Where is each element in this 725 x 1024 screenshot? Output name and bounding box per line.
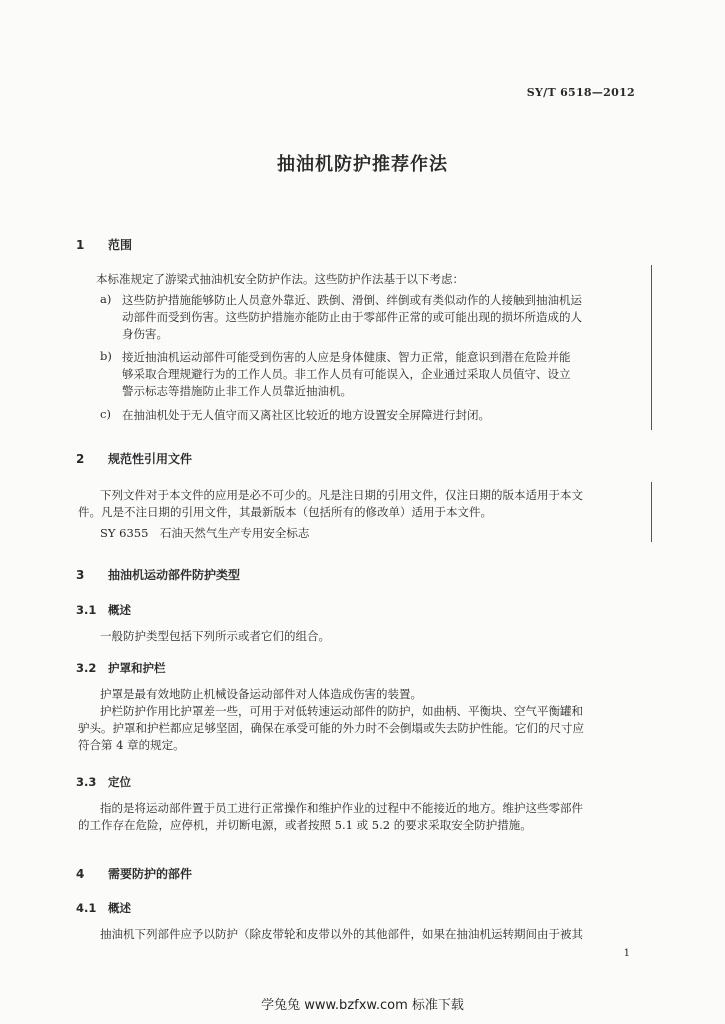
subsection-number: 3.1 <box>76 603 97 617</box>
section-title: 需要防护的部件 <box>108 867 193 881</box>
section-number: 3 <box>76 568 85 582</box>
subsection-number: 3.2 <box>76 661 97 675</box>
section-number: 4 <box>76 867 85 881</box>
section-3-heading <box>76 566 240 583</box>
section-title: 抽油机运动部件防护类型 <box>108 568 241 582</box>
document-title: 抽油机防护推荐作法 <box>277 154 448 175</box>
change-bar <box>651 265 652 430</box>
list-marker-b: b) <box>100 349 112 363</box>
list-marker-c: c) <box>100 407 111 421</box>
subsection-title: 定位 <box>108 775 131 789</box>
subsection-number: 4.1 <box>76 901 97 915</box>
list-marker-a: a) <box>100 292 112 306</box>
subsection-3-3-body: 指的是将运动部件置于员工进行正常操作和维护作业的过程中不能接近的地方。维护这些零部件 的工作存在危险，应停机，并切断电源，或者按照 5.1 或 5.2 的要求采取安全防护措施。 <box>78 801 583 832</box>
subsection-title: 概述 <box>108 901 131 915</box>
section-4-heading <box>76 865 192 882</box>
list-item-b: 接近抽油机运动部件可能受到伤害的人应是身体健康、智力正常，能意识到潜在危险并能 够采取合理规避行为的工作人员。非工作人员有可能误入，企业通过采取人员值守、设立 警示标志等措施防止非工作人员靠近抽油机。 <box>122 350 571 398</box>
subsection-3-1-body: 一般防护类型包括下列所示或者它们的组合。 <box>100 629 330 643</box>
section-2-body: 下列文件对于本文件的应用是必不可少的。凡是注日期的引用文件，仅注日期的版本适用于本文 件。凡是不注日期的引用文件，其最新版本（包括所有的修改单）适用于本文件。 <box>78 488 583 519</box>
subsection-3-1-heading <box>76 602 131 618</box>
section-2-heading <box>76 450 192 467</box>
standard-code: SY/T 6518—2012 <box>526 86 635 99</box>
change-bar <box>651 482 652 542</box>
subsection-title: 概述 <box>108 603 131 617</box>
subsection-title: 护罩和护栏 <box>108 661 166 675</box>
subsection-3-3-heading <box>76 774 131 790</box>
section-number: 2 <box>76 452 85 466</box>
section-title: 范围 <box>108 238 133 252</box>
reference-entry: SY 6355 石油天然气生产专用安全标志 <box>100 526 310 540</box>
section-title: 规范性引用文件 <box>108 452 193 466</box>
subsection-4-1-body: 抽油机下列部件应予以防护（除皮带轮和皮带以外的其他部件，如果在抽油机运转期间由于被其 <box>100 927 583 941</box>
section-number: 1 <box>76 238 85 252</box>
subsection-4-1-heading <box>76 900 131 916</box>
footer-watermark: 学兔兔 www.bzfxw.com 标准下载 <box>261 998 464 1013</box>
page-number: 1 <box>623 948 630 959</box>
list-item-a: 这些防护措施能够防止人员意外靠近、跌倒、滑倒、绊倒或有类似动作的人接触到抽油机运 动部件而受到伤害。这些防护措施亦能防止由于零部件正常的或可能出现的损坏所造成的人 身伤害。 <box>122 293 582 341</box>
subsection-3-2-heading <box>76 660 166 676</box>
section-1-intro: 本标准规定了游梁式抽油机安全防护作法。这些防护作法基于以下考虑： <box>96 272 464 286</box>
section-1-heading <box>76 236 132 253</box>
list-item-c: 在抽油机处于无人值守而又离社区比较近的地方设置安全屏障进行封闭。 <box>122 408 490 422</box>
subsection-number: 3.3 <box>76 775 97 789</box>
subsection-3-2-body: 护罩是最有效地防止机械设备运动部件对人体造成伤害的装置。 护栏防护作用比护罩差一些，可用于对低转速运动部件的防护，如曲柄、平衡块、空气平衡罐和 驴头。护罩和护栏都应足够坚固，确保在承受可能的外力时不会倒塌或失去防护性能。它们的尺寸应 符合第 4 章的规定。 <box>78 687 584 752</box>
